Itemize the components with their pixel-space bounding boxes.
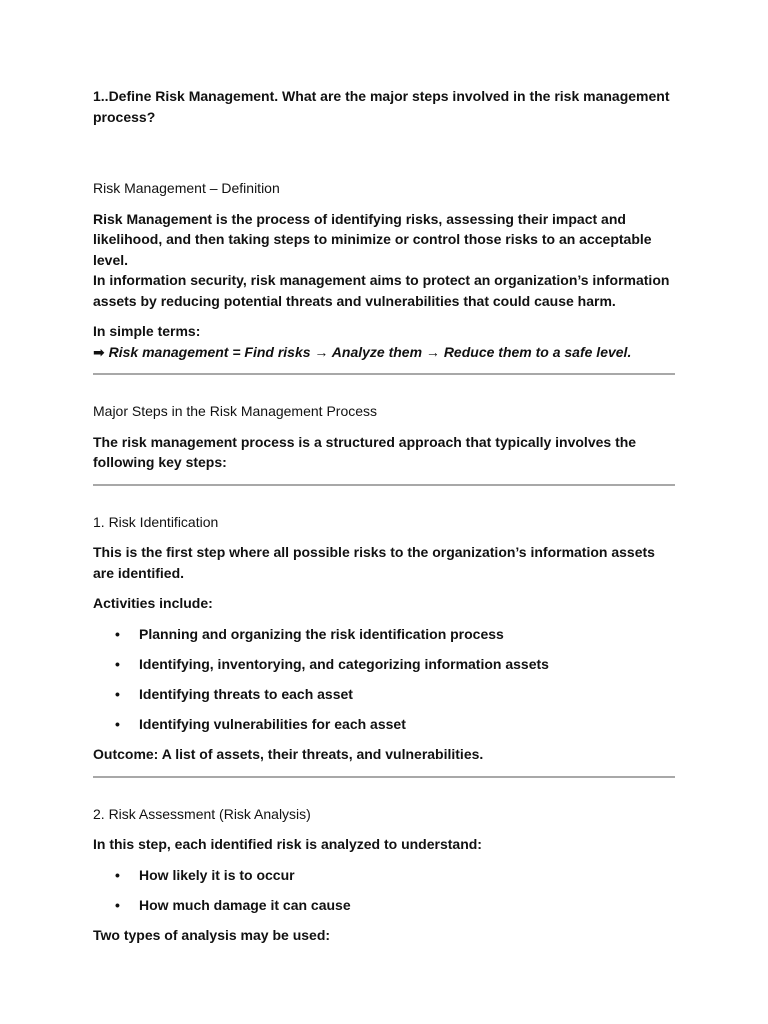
question-text: 1..Define Risk Management. What are the major steps involved in the risk management process? xyxy=(93,88,670,125)
step1-heading: 1. Risk Identification xyxy=(93,513,219,530)
list-item xyxy=(93,865,675,886)
divider-3 xyxy=(93,776,675,778)
list-item-text: How much damage it can cause xyxy=(139,896,351,913)
document-page xyxy=(93,86,675,946)
simple-terms-text: ➡ Risk management = Find risks → Analyze them → Reduce them to a safe level. xyxy=(93,343,632,360)
bullet-icon: • xyxy=(115,866,120,883)
step1-intro: This is the first step where all possible risks to the organization’s information assets are identified. xyxy=(93,544,655,581)
major-steps-heading: Major Steps in the Risk Management Process xyxy=(93,403,378,419)
bullet-icon: • xyxy=(115,655,120,672)
step1-activities-list xyxy=(93,624,675,735)
step2-heading: 2. Risk Assessment (Risk Analysis) xyxy=(93,805,311,822)
step2-types-label: Two types of analysis may be used: xyxy=(93,927,331,943)
simple-terms-label: In simple terms: xyxy=(93,323,201,339)
simple-terms-block xyxy=(93,321,675,362)
major-steps-intro: The risk management process is a structured approach that typically involves the following key steps: xyxy=(93,433,637,470)
list-item xyxy=(93,895,675,916)
list-item-text: Planning and organizing the risk identification process xyxy=(139,625,504,642)
infosec-text: In information security, risk management aims to protect an organization’s information assets by reducing potential threats and vulnerabilities that could cause harm. xyxy=(93,272,670,309)
list-item xyxy=(93,654,675,675)
definition-heading: Risk Management – Definition xyxy=(93,180,280,196)
divider-1 xyxy=(93,373,675,375)
bullet-icon: • xyxy=(115,685,120,702)
bullet-icon: • xyxy=(115,715,120,732)
bullet-icon: • xyxy=(115,625,120,642)
list-item-text: Identifying vulnerabilities for each asset xyxy=(139,715,406,732)
step2-criteria-list xyxy=(93,865,675,916)
list-item-text: How likely it is to occur xyxy=(139,866,295,883)
definition-text: Risk Management is the process of identifying risks, assessing their impact and likelihood, and then taking steps to minimize or control those risks to an acceptable level. xyxy=(93,210,652,268)
definition-paragraph xyxy=(93,209,675,312)
list-item xyxy=(93,684,675,705)
list-item xyxy=(93,624,675,645)
list-item xyxy=(93,714,675,735)
step1-activities-label: Activities include: xyxy=(93,595,213,611)
list-item-text: Identifying threats to each asset xyxy=(139,685,353,702)
divider-2 xyxy=(93,484,675,486)
list-item-text: Identifying, inventorying, and categorizing information assets xyxy=(139,655,549,672)
bullet-icon: • xyxy=(115,896,120,913)
step2-intro: In this step, each identified risk is analyzed to understand: xyxy=(93,836,482,852)
step1-outcome: Outcome: A list of assets, their threats, and vulnerabilities. xyxy=(93,746,484,762)
